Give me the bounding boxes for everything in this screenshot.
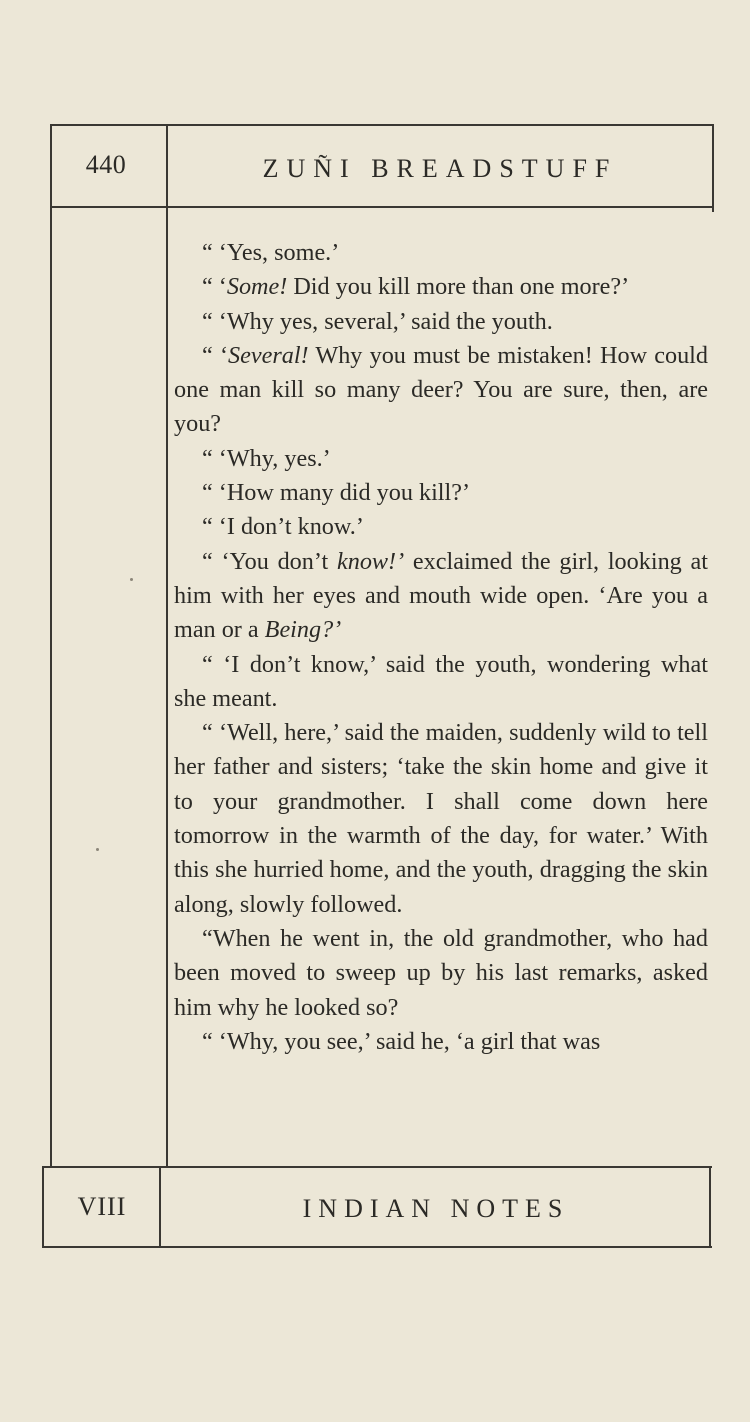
- text-run: “ ‘: [202, 273, 227, 301]
- text-run: “ ‘I don’t know.’: [202, 513, 364, 541]
- text-run: exclaimed the girl, looking at him with her eyes and mouth wide open. ‘Are you a man or a: [174, 547, 708, 644]
- top-rule: [52, 124, 712, 126]
- paragraph: [174, 648, 708, 717]
- text-run: “When he went in, the old grandmother, who had been moved to sweep up by his last remarks, asked him why he looked so?: [174, 924, 708, 1021]
- italic-text: Some!: [226, 273, 288, 301]
- paper-speck: [96, 848, 99, 851]
- column-divider-rule: [166, 126, 168, 1168]
- italic-text: Several!: [228, 341, 309, 369]
- text-run: “ ‘Yes, some.’: [202, 239, 340, 266]
- text-run: Did you kill more than one more?’: [287, 273, 630, 301]
- paragraph: [174, 305, 708, 339]
- text-run: “ ‘Why yes, several,’ said the youth.: [202, 307, 553, 335]
- paragraph: [174, 510, 708, 544]
- paragraph: [174, 716, 708, 922]
- text-run: Why you must be mistaken! How could one man kill so many deer? You are sure, then, are you?: [174, 341, 708, 438]
- bottom-rule: [42, 1246, 712, 1248]
- page-number: 440: [85, 150, 127, 179]
- paragraph: [174, 339, 708, 442]
- section-roman-numeral: VIII: [77, 1192, 127, 1221]
- italic-text: know!’: [336, 547, 405, 575]
- running-head: ZUÑI BREADSTUFF: [262, 154, 618, 183]
- text-run: “ ‘Why, yes.’: [202, 444, 331, 472]
- paragraph: [174, 545, 708, 648]
- header-rule: [52, 206, 714, 208]
- left-outer-rule: [50, 124, 52, 1168]
- footer-top-rule: [44, 1166, 712, 1168]
- text-run: “ ‘: [202, 341, 229, 369]
- paper-speck: [130, 578, 133, 581]
- italic-text: Being?’: [264, 616, 342, 644]
- text-run: “ ‘You don’t: [202, 547, 337, 575]
- right-outer-rule: [712, 124, 714, 212]
- text-run: “ ‘How many did you kill?’: [202, 479, 471, 507]
- series-title: INDIAN NOTES: [302, 1194, 570, 1223]
- text-run: “ ‘Why, you see,’ said he, ‘a girl that was: [202, 1027, 601, 1055]
- text-run: “ ‘Well, here,’ said the maiden, suddenly wild to tell her father and sisters; ‘take the skin home and give it to your grandmother. I shall come down here tomorrow in the warmth of the day, for water.’ With this she hurried home, and the youth, dragging the skin along, slowly followed.: [174, 719, 708, 918]
- paragraph: [174, 236, 708, 270]
- text-run: “ ‘I don’t know,’ said the youth, wondering what she meant.: [174, 650, 708, 712]
- paragraph: [174, 476, 708, 510]
- paragraph: [174, 442, 708, 476]
- paragraph: [174, 270, 708, 304]
- paragraph: [174, 1025, 708, 1059]
- body-text: [174, 236, 708, 1059]
- paragraph: [174, 922, 708, 1025]
